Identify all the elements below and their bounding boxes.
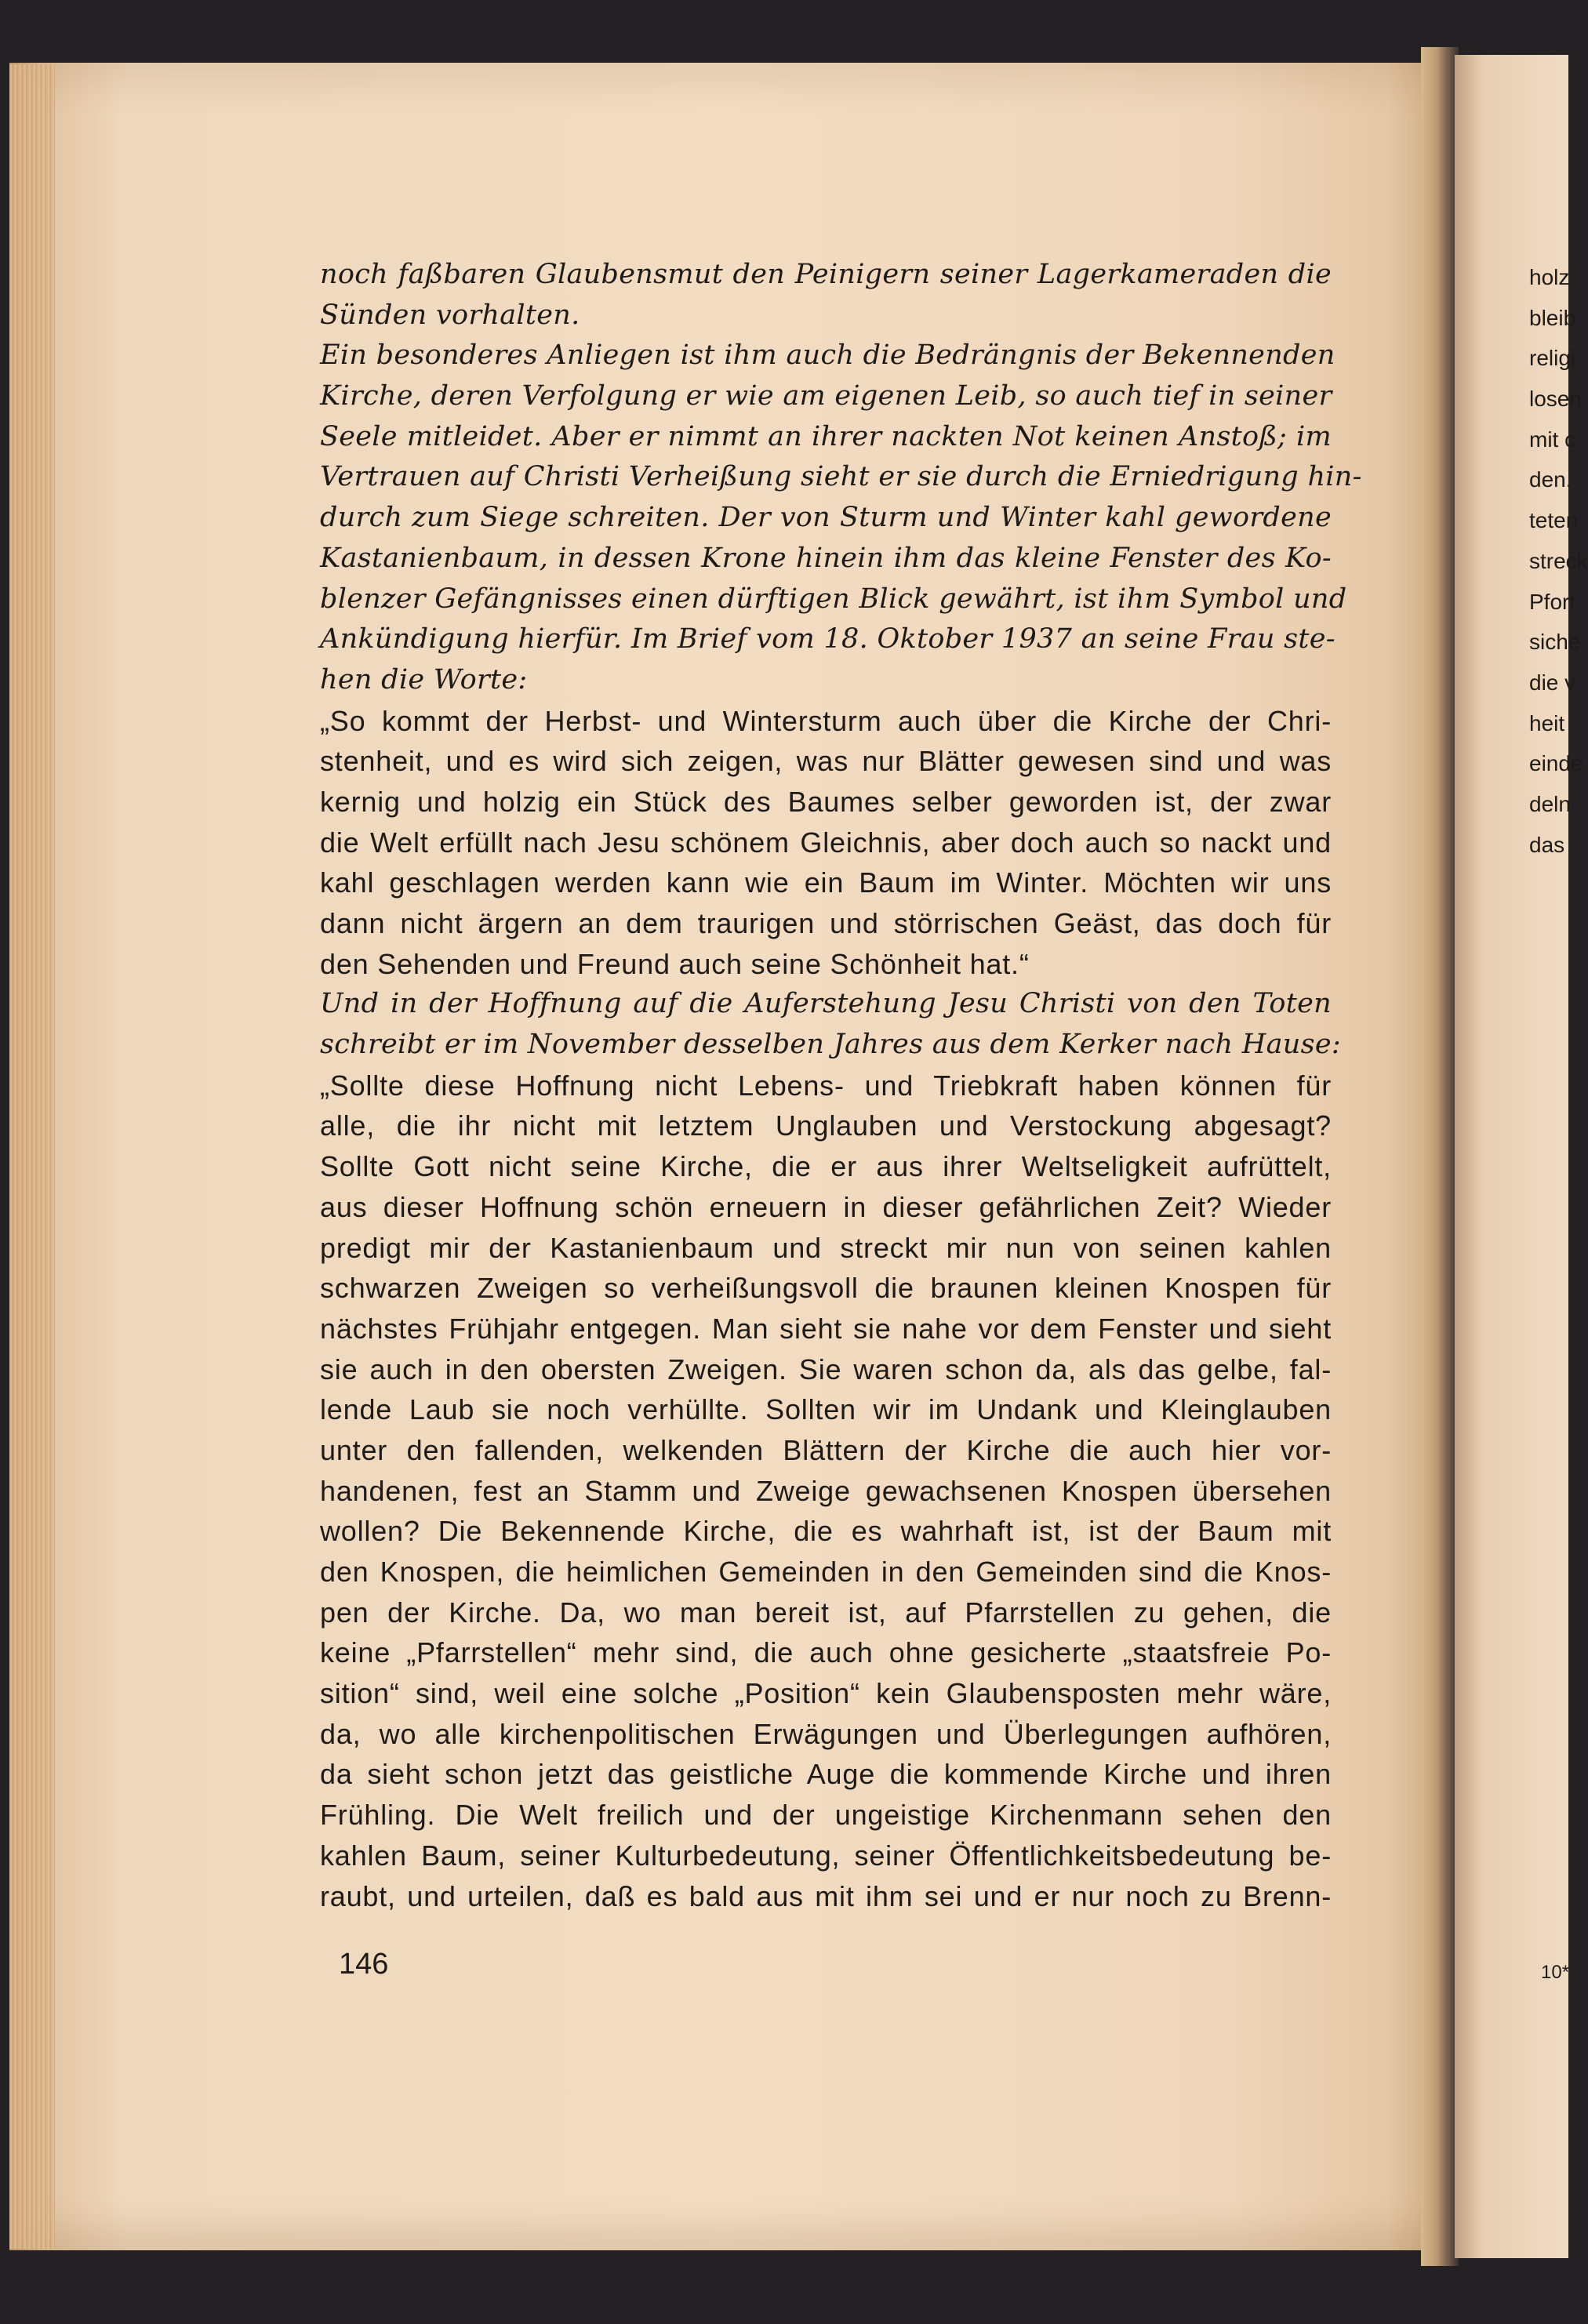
text-line: stenheit, und es wird sich zeigen, was nur Blätter gewesen sind und was (320, 745, 1332, 778)
text-line: „Sollte diese Hoffnung nicht Lebens- und Triebkraft haben können für (320, 1069, 1332, 1102)
text-line: da, wo alle kirchenpolitischen Erwägungen und Überlegungen aufhören, (320, 1717, 1332, 1750)
text-line: unter den fallenden, welkenden Blättern der Kirche die auch hier vor- (320, 1433, 1332, 1466)
text-line: nächstes Frühjahr entgegen. Man sieht sie nahe vor dem Fenster und sieht (320, 1312, 1332, 1345)
text-line: alle, die ihr nicht mit letztem Unglauben und Verstockung abgesagt? (320, 1109, 1332, 1142)
page-number: 146 (339, 1948, 389, 1981)
facing-page-text (1529, 257, 1588, 865)
facing-page-line: bleib (1529, 305, 1576, 330)
text-line: lende Laub sie noch verhüllte. Sollten wir im Undank und Kleinglauben (320, 1393, 1332, 1426)
facing-page-line: mit c (1529, 427, 1576, 452)
page-edges (9, 64, 55, 2249)
signature-mark: 10* (1541, 1962, 1570, 1983)
text-line: blenzer Gefängnisses einen dürftigen Blick gewährt, ist ihm Symbol und (320, 583, 1347, 615)
text-line: Vertrauen auf Christi Verheißung sieht er sie durch die Erniedrigung hin- (320, 461, 1362, 493)
facing-page-line: teten (1529, 508, 1579, 533)
facing-page-line: die v (1529, 670, 1576, 695)
body-text (320, 255, 1362, 1916)
text-line: schwarzen Zweigen so verheißungsvoll die braunen kleinen Knospen für (320, 1272, 1332, 1305)
text-line: sition“ sind, weil eine solche „Position“ kein Glaubensposten mehr wäre, (320, 1677, 1332, 1710)
facing-page-line: losen (1529, 387, 1582, 412)
text-line: noch faßbaren Glaubensmut den Peinigern seiner Lagerkameraden die (320, 259, 1332, 290)
facing-page-line: streck (1529, 548, 1588, 573)
text-line: sie auch in den obersten Zweigen. Sie waren schon da, als das gelbe, fal- (320, 1353, 1332, 1385)
facing-page-line: siche (1529, 630, 1581, 655)
text-line: Frühling. Die Welt freilich und der ungeistige Kirchenmann sehen den (320, 1799, 1332, 1832)
text-line: durch zum Siege schreiten. Der von Sturm und Winter kahl gewordene (320, 502, 1332, 534)
text-line: pen der Kirche. Da, wo man bereit ist, auf Pfarrstellen zu gehen, die (320, 1596, 1332, 1629)
text-line: handenen, fest an Stamm und Zweige gewachsenen Knospen übersehen (320, 1474, 1332, 1507)
text-line: Sollte Gott nicht seine Kirche, die er aus ihrer Weltseligkeit aufrüttelt, (320, 1150, 1332, 1183)
facing-page-line: religi (1529, 346, 1576, 371)
facing-page-line: Pfort (1529, 589, 1576, 614)
text-line: hen die Worte: (320, 663, 528, 695)
text-line: keine „Pfarrstellen“ mehr sind, die auch ohne gesicherte „staatsfreie Po- (320, 1636, 1332, 1669)
facing-page-line: deln (1529, 791, 1571, 816)
text-line: den Sehenden und Freund auch seine Schönheit hat.“ (320, 947, 1030, 980)
text-line: die Welt erfüllt nach Jesu schönem Gleichnis, aber doch auch so nackt und (320, 826, 1332, 859)
text-line: Und in der Hoffnung auf die Auferstehung Jesu Christi von den Toten (320, 988, 1332, 1020)
facing-page-line: heit (1529, 710, 1565, 735)
text-line: aus dieser Hoffnung schön erneuern in dieser gefährlichen Zeit? Wieder (320, 1190, 1332, 1223)
text-line: kahlen Baum, seiner Kulturbedeutung, seiner Öffentlichkeitsbedeutung be- (320, 1839, 1332, 1872)
text-line: kernig und holzig ein Stück des Baumes selber geworden ist, der zwar (320, 785, 1332, 818)
text-line: Kastanienbaum, in dessen Krone hinein ihm das kleine Fenster des Ko- (320, 542, 1332, 574)
book-gutter (1421, 47, 1459, 2266)
text-line: schreibt er im November desselben Jahres aus dem Kerker nach Hause: (320, 1029, 1341, 1061)
facing-page-line: den. (1529, 467, 1572, 492)
text-line: predigt mir der Kastanienbaum und streckt mir nun von seinen kahlen (320, 1231, 1332, 1264)
text-line: kahl geschlagen werden kann wie ein Baum im Winter. Möchten wir uns (320, 866, 1332, 899)
facing-page-line: einde (1529, 751, 1583, 776)
facing-page-line: das (1529, 832, 1565, 857)
facing-page-line: holz (1529, 265, 1570, 289)
text-line: raubt, und urteilen, daß es bald aus mit ihm sei und er nur noch zu Brenn- (320, 1879, 1332, 1912)
text-line: wollen? Die Bekennende Kirche, die es wahrhaft ist, ist der Baum mit (320, 1515, 1332, 1548)
text-line: dann nicht ärgern an dem traurigen und störrischen Geäst, das doch für (320, 907, 1332, 939)
text-line: Ankündigung hierfür. Im Brief vom 18. Oktober 1937 an seine Frau ste- (320, 623, 1335, 655)
text-line: Seele mitleidet. Aber er nimmt an ihrer nackten Not keinen Anstoß; im (320, 420, 1332, 452)
text-line: da sieht schon jetzt das geistliche Auge die kommende Kirche und ihren (320, 1758, 1332, 1791)
text-line: Ein besonderes Anliegen ist ihm auch die Bedrängnis der Bekennenden (320, 340, 1335, 372)
text-line: Sünden vorhalten. (320, 299, 580, 331)
text-line: Kirche, deren Verfolgung er wie am eigenen Leib, so auch tief in seiner (320, 380, 1332, 412)
text-line: den Knospen, die heimlichen Gemeinden in den Gemeinden sind die Knos- (320, 1556, 1332, 1588)
text-line: „So kommt der Herbst- und Wintersturm auch über die Kirche der Chri- (320, 704, 1332, 737)
